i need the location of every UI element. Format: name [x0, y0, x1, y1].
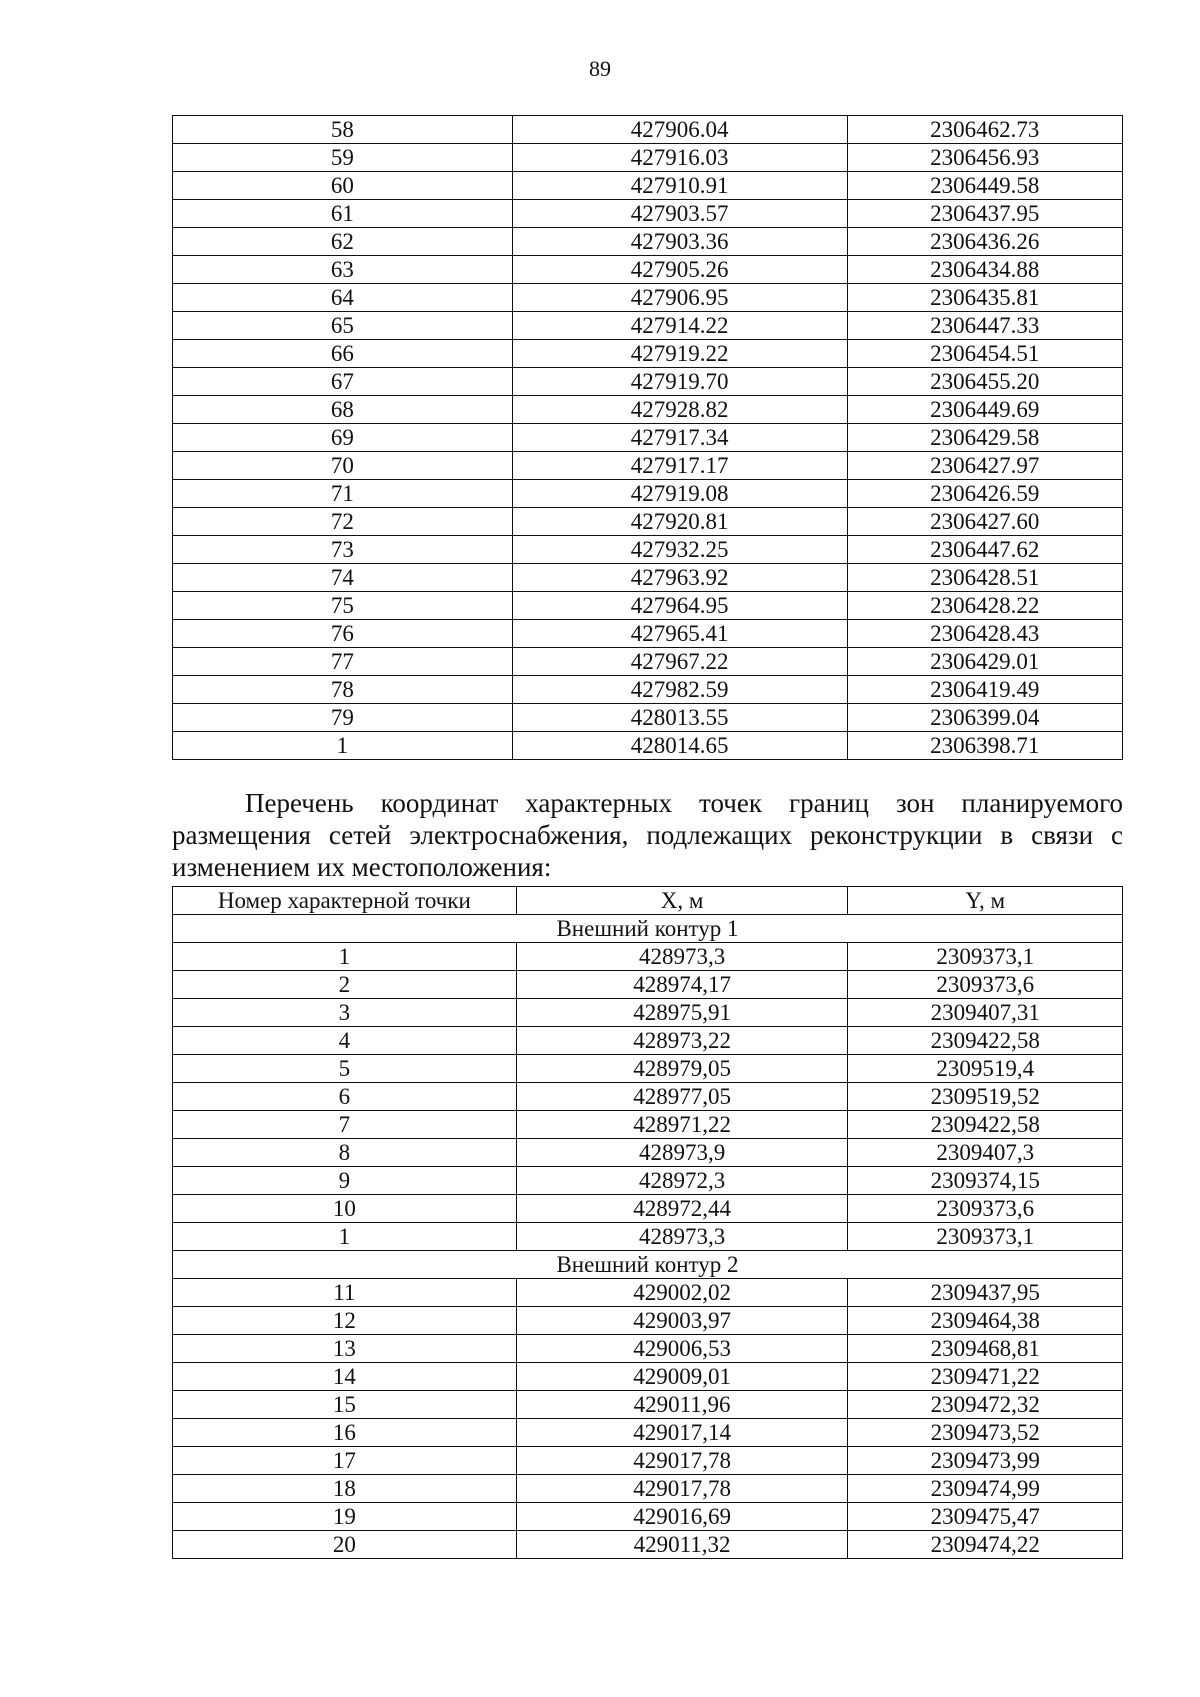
- paragraph-line-1: Перечень координат характерных точек границ зон планируемого: [245, 788, 1123, 818]
- table-row: [173, 704, 1123, 732]
- x-cell: 428975,91: [516, 999, 848, 1027]
- x-cell: 427916.03: [512, 144, 847, 172]
- y-cell: 2309373,1: [848, 943, 1123, 971]
- point-number-cell: 63: [173, 256, 513, 284]
- y-cell: 2306456.93: [847, 144, 1122, 172]
- x-cell: 428979,05: [516, 1055, 848, 1083]
- y-cell: 2309437,95: [848, 1279, 1123, 1307]
- point-number-cell: 1: [173, 943, 517, 971]
- header-point-number: Номер характерной точки: [173, 887, 517, 915]
- x-cell: 429017,78: [516, 1447, 848, 1475]
- table-row: [173, 1027, 1123, 1055]
- y-cell: 2309422,58: [848, 1111, 1123, 1139]
- table-row: [173, 1195, 1123, 1223]
- table-row: [173, 564, 1123, 592]
- point-number-cell: 79: [173, 704, 513, 732]
- x-cell: 427919.08: [512, 480, 847, 508]
- table-row: [173, 1111, 1123, 1139]
- point-number-cell: 13: [173, 1335, 517, 1363]
- x-cell: 428972,3: [516, 1167, 848, 1195]
- table-row: [173, 452, 1123, 480]
- point-number-cell: 8: [173, 1139, 517, 1167]
- table-row: [173, 1391, 1123, 1419]
- point-number-cell: 75: [173, 592, 513, 620]
- x-cell: 427928.82: [512, 396, 847, 424]
- y-cell: 2309473,99: [848, 1447, 1123, 1475]
- y-cell: 2306434.88: [847, 256, 1122, 284]
- x-cell: 427967.22: [512, 648, 847, 676]
- table-row: [173, 200, 1123, 228]
- point-number-cell: 71: [173, 480, 513, 508]
- y-cell: 2306447.33: [847, 312, 1122, 340]
- header-y: Y, м: [848, 887, 1123, 915]
- table-row: [173, 971, 1123, 999]
- point-number-cell: 67: [173, 368, 513, 396]
- x-cell: 429003,97: [516, 1307, 848, 1335]
- x-cell: 427903.57: [512, 200, 847, 228]
- y-cell: 2306449.58: [847, 172, 1122, 200]
- y-cell: 2309468,81: [848, 1335, 1123, 1363]
- contour-1-title: Внешний контур 1: [173, 915, 1123, 943]
- point-number-cell: 16: [173, 1419, 517, 1447]
- table-row: [173, 508, 1123, 536]
- y-cell: 2309474,99: [848, 1475, 1123, 1503]
- point-number-cell: 12: [173, 1307, 517, 1335]
- point-number-cell: 69: [173, 424, 513, 452]
- table-row: [173, 116, 1123, 144]
- x-cell: 428013.55: [512, 704, 847, 732]
- point-number-cell: 60: [173, 172, 513, 200]
- y-cell: 2309473,52: [848, 1419, 1123, 1447]
- contour-2-title-row: [173, 1251, 1123, 1279]
- table-row: [173, 592, 1123, 620]
- table-row: [173, 1503, 1123, 1531]
- point-number-cell: 61: [173, 200, 513, 228]
- x-cell: 427906.04: [512, 116, 847, 144]
- y-cell: 2309519,4: [848, 1055, 1123, 1083]
- x-cell: 429009,01: [516, 1363, 848, 1391]
- point-number-cell: 77: [173, 648, 513, 676]
- point-number-cell: 76: [173, 620, 513, 648]
- table-row: [173, 368, 1123, 396]
- x-cell: 427965.41: [512, 620, 847, 648]
- y-cell: 2309373,1: [848, 1223, 1123, 1251]
- y-cell: 2306447.62: [847, 536, 1122, 564]
- y-cell: 2306449.69: [847, 396, 1122, 424]
- x-cell: 427906.95: [512, 284, 847, 312]
- table-row: [173, 256, 1123, 284]
- point-number-cell: 3: [173, 999, 517, 1027]
- page-number: 89: [589, 56, 611, 81]
- table-row: [173, 620, 1123, 648]
- x-cell: 429016,69: [516, 1503, 848, 1531]
- y-cell: 2306462.73: [847, 116, 1122, 144]
- y-cell: 2309472,32: [848, 1391, 1123, 1419]
- point-number-cell: 65: [173, 312, 513, 340]
- table-row: [173, 424, 1123, 452]
- contour-2-title: Внешний контур 2: [173, 1251, 1123, 1279]
- contour-2-body: [173, 1251, 1123, 1559]
- table-row: [173, 943, 1123, 971]
- x-cell: 428014.65: [512, 732, 847, 760]
- table-row: [173, 1139, 1123, 1167]
- x-cell: 428973,9: [516, 1139, 848, 1167]
- y-cell: 2306428.51: [847, 564, 1122, 592]
- y-cell: 2306454.51: [847, 340, 1122, 368]
- point-number-cell: 78: [173, 676, 513, 704]
- coordinates-table-body: [173, 116, 1123, 760]
- point-number-cell: 74: [173, 564, 513, 592]
- point-number-cell: 18: [173, 1475, 517, 1503]
- table-row: [173, 648, 1123, 676]
- x-cell: 429002,02: [516, 1279, 848, 1307]
- x-cell: 429011,32: [516, 1531, 848, 1559]
- point-number-cell: 5: [173, 1055, 517, 1083]
- section-intro-paragraph: [172, 787, 1123, 883]
- contour-1-title-row: [173, 915, 1123, 943]
- point-number-cell: 66: [173, 340, 513, 368]
- table-row: [173, 1531, 1123, 1559]
- x-cell: 427963.92: [512, 564, 847, 592]
- table-row: [173, 312, 1123, 340]
- y-cell: 2309407,3: [848, 1139, 1123, 1167]
- paragraph-line-3: изменением их местоположения:: [172, 852, 552, 882]
- y-cell: 2306427.97: [847, 452, 1122, 480]
- point-number-cell: 4: [173, 1027, 517, 1055]
- table-row: [173, 1279, 1123, 1307]
- y-cell: 2306429.01: [847, 648, 1122, 676]
- point-number-cell: 17: [173, 1447, 517, 1475]
- point-number-cell: 72: [173, 508, 513, 536]
- x-cell: 428973,3: [516, 1223, 848, 1251]
- y-cell: 2306455.20: [847, 368, 1122, 396]
- point-number-cell: 10: [173, 1195, 517, 1223]
- x-cell: 429011,96: [516, 1391, 848, 1419]
- y-cell: 2306428.22: [847, 592, 1122, 620]
- y-cell: 2309373,6: [848, 971, 1123, 999]
- table-header-row: [173, 887, 1123, 915]
- y-cell: 2306426.59: [847, 480, 1122, 508]
- point-number-cell: 64: [173, 284, 513, 312]
- table-row: [173, 1223, 1123, 1251]
- table-row: [173, 1335, 1123, 1363]
- point-number-cell: 19: [173, 1503, 517, 1531]
- x-cell: 428974,17: [516, 971, 848, 999]
- y-cell: 2309464,38: [848, 1307, 1123, 1335]
- header-x: X, м: [516, 887, 848, 915]
- point-number-cell: 2: [173, 971, 517, 999]
- point-number-cell: 1: [173, 1223, 517, 1251]
- point-number-cell: 11: [173, 1279, 517, 1307]
- reconstruction-table-body: [173, 915, 1123, 1251]
- x-cell: 427905.26: [512, 256, 847, 284]
- x-cell: 427982.59: [512, 676, 847, 704]
- table-row: [173, 1447, 1123, 1475]
- table-row: [173, 536, 1123, 564]
- paragraph-line-2: размещения сетей электроснабжения, подлежащих реконструкции в связи с: [172, 820, 1123, 850]
- y-cell: 2306435.81: [847, 284, 1122, 312]
- table-row: [173, 1167, 1123, 1195]
- x-cell: 427914.22: [512, 312, 847, 340]
- table-row: [173, 1083, 1123, 1111]
- y-cell: 2309475,47: [848, 1503, 1123, 1531]
- point-number-cell: 70: [173, 452, 513, 480]
- y-cell: 2306429.58: [847, 424, 1122, 452]
- x-cell: 427919.22: [512, 340, 847, 368]
- point-number-cell: 59: [173, 144, 513, 172]
- y-cell: 2306419.49: [847, 676, 1122, 704]
- point-number-cell: 14: [173, 1363, 517, 1391]
- x-cell: 427964.95: [512, 592, 847, 620]
- x-cell: 427917.17: [512, 452, 847, 480]
- table-row: [173, 228, 1123, 256]
- table-row: [173, 999, 1123, 1027]
- point-number-cell: 15: [173, 1391, 517, 1419]
- x-cell: 428977,05: [516, 1083, 848, 1111]
- table-row: [173, 732, 1123, 760]
- y-cell: 2309374,15: [848, 1167, 1123, 1195]
- point-number-cell: 68: [173, 396, 513, 424]
- reconstruction-coordinates-table: [172, 886, 1123, 1559]
- point-number-cell: 20: [173, 1531, 517, 1559]
- point-number-cell: 7: [173, 1111, 517, 1139]
- y-cell: 2306399.04: [847, 704, 1122, 732]
- point-number-cell: 6: [173, 1083, 517, 1111]
- x-cell: 427903.36: [512, 228, 847, 256]
- point-number-cell: 73: [173, 536, 513, 564]
- x-cell: 427910.91: [512, 172, 847, 200]
- table-row: [173, 480, 1123, 508]
- x-cell: 429017,14: [516, 1419, 848, 1447]
- table-row: [173, 144, 1123, 172]
- y-cell: 2306398.71: [847, 732, 1122, 760]
- x-cell: 427920.81: [512, 508, 847, 536]
- point-number-cell: 62: [173, 228, 513, 256]
- x-cell: 429006,53: [516, 1335, 848, 1363]
- table-row: [173, 284, 1123, 312]
- table-row: [173, 1363, 1123, 1391]
- x-cell: 429017,78: [516, 1475, 848, 1503]
- point-number-cell: 1: [173, 732, 513, 760]
- table-row: [173, 1307, 1123, 1335]
- table-row: [173, 172, 1123, 200]
- x-cell: 428973,3: [516, 943, 848, 971]
- y-cell: 2309519,52: [848, 1083, 1123, 1111]
- x-cell: 428971,22: [516, 1111, 848, 1139]
- table-row: [173, 1419, 1123, 1447]
- table-row: [173, 340, 1123, 368]
- x-cell: 428973,22: [516, 1027, 848, 1055]
- table-row: [173, 1055, 1123, 1083]
- y-cell: 2309407,31: [848, 999, 1123, 1027]
- y-cell: 2309422,58: [848, 1027, 1123, 1055]
- y-cell: 2309471,22: [848, 1363, 1123, 1391]
- table-row: [173, 676, 1123, 704]
- y-cell: 2306428.43: [847, 620, 1122, 648]
- x-cell: 427917.34: [512, 424, 847, 452]
- table-row: [173, 1475, 1123, 1503]
- x-cell: 427932.25: [512, 536, 847, 564]
- table-row: [173, 396, 1123, 424]
- point-number-cell: 58: [173, 116, 513, 144]
- x-cell: 427919.70: [512, 368, 847, 396]
- y-cell: 2309373,6: [848, 1195, 1123, 1223]
- y-cell: 2306436.26: [847, 228, 1122, 256]
- point-number-cell: 9: [173, 1167, 517, 1195]
- x-cell: 428972,44: [516, 1195, 848, 1223]
- y-cell: 2306437.95: [847, 200, 1122, 228]
- y-cell: 2306427.60: [847, 508, 1122, 536]
- coordinates-table-continued: [172, 115, 1123, 760]
- y-cell: 2309474,22: [848, 1531, 1123, 1559]
